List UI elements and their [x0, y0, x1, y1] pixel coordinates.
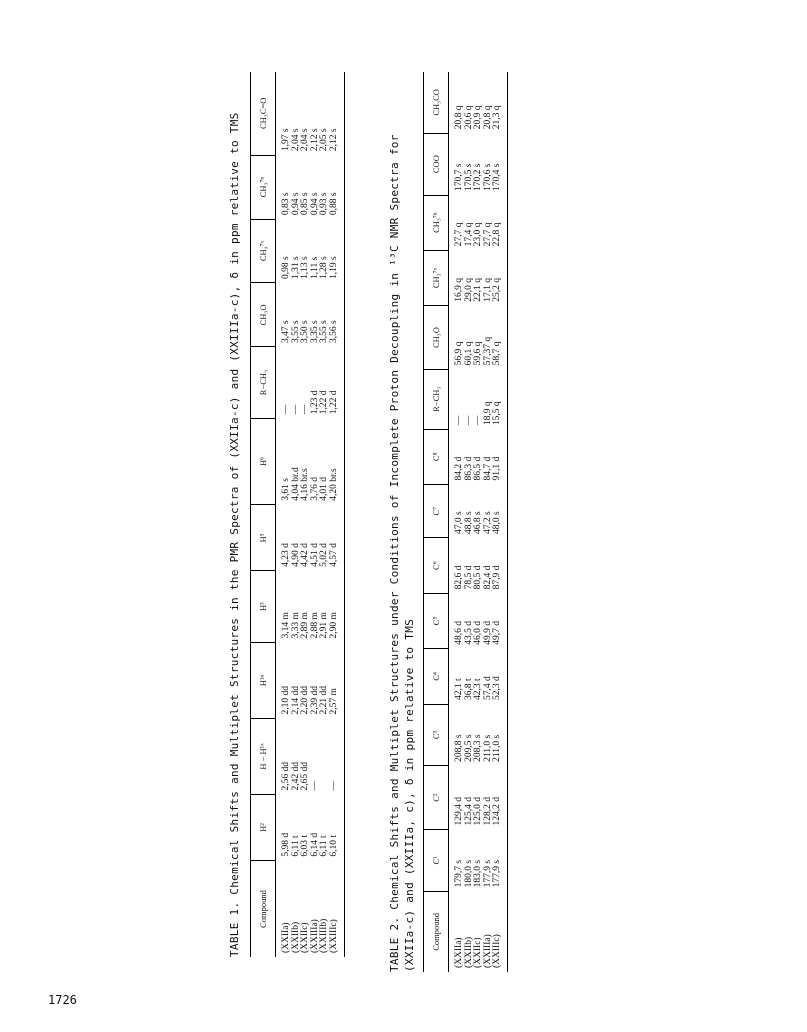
table-cell: 42,1 t — [454, 678, 464, 701]
table-cell: 5,02 d — [319, 543, 330, 567]
table-cell: 2,91 m — [319, 612, 330, 639]
table-cell: 23,0 q — [473, 222, 484, 247]
table-cell: — — [290, 404, 301, 415]
table-cell: 42,3 t — [473, 678, 484, 701]
table-cell: 170,7 s — [454, 163, 464, 192]
table-cell: 6,11 t — [290, 835, 301, 857]
table-cell: 22,8 q — [493, 195, 507, 250]
t2-header-r-ch3: R−CH₃ — [424, 369, 449, 429]
table2-body — [449, 72, 508, 972]
compound-cell: (XXIIb) — [290, 921, 301, 953]
table-cell: 2,56 dd — [281, 761, 291, 791]
t2-header-c2: C² — [424, 766, 449, 830]
table-cell: 2,88 m — [309, 612, 320, 639]
t2-header-compound: Compound — [424, 891, 449, 972]
table-cell: 2,05 s — [319, 128, 330, 152]
table-cell: 129,4 d — [454, 797, 464, 826]
t2-header-ch3-7n: CH₃⁷ⁿ — [424, 195, 449, 250]
page-number: 1726 — [48, 993, 77, 1007]
table-cell: 1,22 d — [319, 390, 330, 415]
table-cell: 48,8 s — [463, 511, 474, 534]
table-cell: 1,19 s — [330, 219, 344, 283]
table-cell: 47,2 s — [482, 511, 493, 534]
table-cell: 2,14 dd — [290, 685, 301, 715]
table-cell: — — [300, 404, 311, 415]
table-cell: 3,55 s — [290, 320, 301, 343]
table-cell: 2,04 s — [290, 128, 301, 152]
t1-header-ch3-7x: CH₃⁷ˣ — [251, 219, 276, 283]
table-cell: 91,1 d — [493, 429, 507, 484]
table-row — [493, 72, 507, 972]
table-cell: 6,14 d — [309, 832, 320, 857]
table-cell: 21,3 q — [493, 72, 507, 133]
table-cell: 170,5 s — [463, 163, 474, 192]
table-cell: 128,2 d — [482, 797, 493, 826]
table-cell: 0,94 s — [290, 192, 301, 216]
table-cell: 20,6 q — [463, 105, 474, 130]
table-cell: 59,6 q — [473, 341, 484, 366]
compound-cell: (XXIIa) — [281, 922, 291, 953]
table-cell: 27,7 q — [482, 222, 493, 247]
table-cell: — — [463, 415, 474, 426]
t1-header-h1n: H¹ⁿ — [251, 642, 276, 718]
table-cell: 170,2 s — [473, 163, 484, 192]
table-cell: 208,3 s — [473, 734, 484, 762]
table-cell: 22,1 q — [473, 278, 484, 302]
t2-header-c4: C⁴ — [424, 649, 449, 704]
table-cell: 49,9 d — [482, 620, 493, 645]
table-cell: 209,5 s — [463, 734, 474, 762]
table-cell: 4,90 d — [290, 543, 301, 567]
compound-cell: (XXIIa) — [454, 937, 464, 968]
table-cell: 2,20 dd — [300, 685, 311, 715]
t2-header-c3: C³ — [424, 704, 449, 766]
table-cell: 170,6 s — [482, 163, 493, 192]
t2-header-c7: C⁷ — [424, 484, 449, 538]
table-cell: 6,03 t — [300, 834, 311, 857]
table-row — [330, 72, 344, 957]
table-cell: 2,89 m — [300, 612, 311, 639]
table-cell: 1,97 s — [281, 128, 291, 152]
compound-cell: (XXIIb) — [463, 936, 474, 968]
table-cell: 2,65 dd — [300, 761, 311, 791]
table-cell: 1,13 s — [300, 256, 311, 279]
t2-header-coo: COO — [424, 133, 449, 195]
t2-header-c5: C⁵ — [424, 593, 449, 648]
table2-header-row — [424, 72, 449, 972]
table-cell: 0,98 s — [281, 256, 291, 279]
table-row — [449, 72, 465, 972]
table-cell: 2,39 dd — [309, 685, 320, 715]
table-cell: 4,23 d — [281, 543, 291, 567]
table-cell: 1,11 s — [309, 256, 320, 279]
table-cell: 2,12 s — [330, 72, 344, 155]
table-cell: 2,90 m — [330, 571, 344, 643]
table-cell: 211,0 s — [482, 734, 493, 762]
table-cell: 18,9 q — [482, 401, 493, 426]
table-cell: 211,0 s — [493, 704, 507, 766]
table-cell: 46,8 s — [473, 511, 484, 534]
table-cell: 179,7 s — [454, 859, 464, 888]
compound-cell: (XXIIIa) — [482, 934, 493, 968]
t1-header-ch3-7n: CH₃⁷ⁿ — [251, 155, 276, 219]
t2-header-c1: C¹ — [424, 830, 449, 892]
table-cell: 2,57 m — [330, 642, 344, 718]
table-cell: 17,1 q — [482, 278, 493, 302]
table-cell: 1,31 s — [290, 256, 301, 279]
table-cell: 3,56 s — [330, 283, 344, 347]
table-cell: 60,1 q — [463, 341, 474, 366]
compound-cell: (XXIIIc) — [330, 861, 344, 957]
table-cell: 20,8 q — [454, 105, 464, 130]
table-cell: 3,47 s — [281, 320, 291, 343]
t2-header-ch3co: CH₃CO — [424, 72, 449, 133]
table-cell: 170,4 s — [493, 133, 507, 195]
table-cell: 86,5 d — [473, 456, 484, 481]
compound-cell: (XXIIc) — [300, 922, 311, 953]
t1-header-r-ch3: R−CH₃ — [251, 347, 276, 418]
table-cell: 82,6 d — [454, 565, 464, 590]
table-cell: 4,01 d — [319, 476, 330, 501]
table-cell: 57,37 q — [482, 336, 493, 366]
t1-header-h2: H² — [251, 794, 276, 860]
table-cell: 4,42 d — [300, 543, 311, 567]
compound-cell: (XXIIc) — [473, 937, 484, 968]
table-cell: 20,8 q — [482, 105, 493, 130]
table-cell: 25,2 q — [493, 250, 507, 305]
table-cell: 180,0 s — [463, 859, 474, 888]
table-cell: 78,5 d — [463, 565, 474, 590]
t1-header-ch3co: CH₃C=O — [251, 72, 276, 155]
table-cell: 124,2 d — [493, 766, 507, 830]
table-cell: 56,9 q — [454, 341, 464, 366]
table-cell: 46,0 d — [473, 620, 484, 645]
t1-header-h5: H⁵ — [251, 505, 276, 571]
table-cell: 29,0 q — [463, 278, 474, 302]
table-cell: 183,0 s — [473, 859, 484, 888]
table-cell: 15,5 q — [493, 369, 507, 429]
t2-header-ch3-7x: CH₃⁷ˣ — [424, 250, 449, 305]
t2-header-c6: C⁶ — [424, 538, 449, 593]
table-cell: 208,8 s — [454, 734, 464, 762]
table-cell: 2,12 s — [309, 128, 320, 152]
table-cell: — — [330, 718, 344, 794]
table-cell: 3,35 s — [309, 320, 320, 343]
table-cell: 2,04 s — [300, 128, 311, 152]
table-cell: 4,20 br.s — [330, 418, 344, 504]
table-cell: 84,7 d — [482, 456, 493, 481]
table-cell: 80,5 d — [473, 565, 484, 590]
table-cell: 4,51 d — [309, 543, 320, 567]
table-cell: 57,4 d — [482, 676, 493, 701]
t1-header-h3: H³ — [251, 571, 276, 643]
table-cell: 48,6 d — [454, 620, 464, 645]
table-cell: 2,42 dd — [290, 761, 301, 791]
table-cell: 0,88 s — [330, 155, 344, 219]
table-cell: 58,7 q — [493, 306, 507, 370]
table-cell: 20,9 q — [473, 105, 484, 130]
table-cell: 3,14 m — [281, 612, 291, 639]
table-cell: 5,98 d — [281, 832, 291, 857]
table-cell: 6,11 t — [319, 835, 330, 857]
table-row — [276, 72, 292, 957]
table2 — [423, 72, 508, 972]
table-cell: 0,93 s — [319, 192, 330, 216]
t1-header-ch3o: CH₃O — [251, 283, 276, 347]
table-cell: 2,10 dd — [281, 685, 291, 715]
table-cell: 6,10 t — [330, 794, 344, 860]
table-cell: 36,8 t — [463, 678, 474, 701]
table-cell: 4,04 br.d — [290, 467, 301, 501]
table-cell: 49,7 d — [493, 593, 507, 648]
t1-header-compound: Compound — [251, 861, 276, 957]
table-cell: 0,83 s — [281, 192, 291, 216]
table-cell: 82,4 d — [482, 565, 493, 590]
table-cell: 3,61 s — [281, 478, 291, 501]
table-cell: 84,2 d — [454, 456, 464, 481]
table-cell: 3,55 s — [319, 320, 330, 343]
table-cell: 17,4 q — [463, 222, 474, 247]
table-cell: 177,9 s — [493, 830, 507, 892]
table1 — [250, 72, 345, 957]
table2-caption-line2: (XXIIa-c) and (XXIIIa, c), δ in ppm relative to TMS — [403, 618, 416, 972]
table-cell: 47,0 s — [454, 511, 464, 534]
table-cell: 48,0 s — [493, 484, 507, 538]
table-cell: 2,21 dd — [319, 685, 330, 715]
table-cell: — — [309, 780, 320, 791]
table-cell: 52,3 d — [493, 649, 507, 704]
t2-header-ch3o: CH₃O — [424, 306, 449, 370]
table-cell: — — [473, 415, 484, 426]
table-cell: 16,9 q — [454, 278, 464, 302]
table-cell: 87,9 d — [493, 538, 507, 593]
table-cell: — — [454, 415, 464, 426]
table-cell: — — [281, 404, 291, 415]
table-cell: 3,33 m — [290, 612, 301, 639]
table1-body — [276, 72, 345, 957]
table-cell: 4,16 br.s — [300, 468, 311, 501]
table2-caption-line1: TABLE 2. Chemical Shifts and Multiplet Structures under Conditions of Incomplete Proton Decoupling in ¹³C NMR Spectra for — [388, 134, 401, 972]
table-cell: 0,85 s — [300, 192, 311, 216]
table-cell: 4,57 d — [330, 505, 344, 571]
compound-cell: (XXIIIa) — [309, 919, 320, 953]
table-cell: 177,9 s — [482, 859, 493, 888]
table-cell: 43,5 d — [463, 620, 474, 645]
table-cell: 125,4 d — [463, 797, 474, 826]
table-cell: 3,76 d — [309, 476, 320, 501]
table-cell: 1,23 d — [309, 390, 320, 415]
table-cell: 125,0 d — [473, 797, 484, 826]
t1-header-h6: H⁶ — [251, 418, 276, 504]
compound-cell: (XXIIIc) — [493, 891, 507, 972]
table-cell: 0,94 s — [309, 192, 320, 216]
table-cell: 27,7 q — [454, 222, 464, 247]
table-cell: 3,50 s — [300, 320, 311, 343]
t2-header-c8: C⁸ — [424, 429, 449, 484]
table-cell: 86,3 d — [463, 456, 474, 481]
compound-cell: (XXIIIb) — [319, 918, 330, 953]
table-cell: 1,22 d — [330, 347, 344, 418]
table-cell: 1,28 s — [319, 256, 330, 279]
table1-caption: TABLE 1. Chemical Shifts and Multiplet Structures in the PMR Spectra of (XXIIa-c) and (XXIIIa-c), δ in ppm relative to TMS — [228, 112, 241, 957]
t1-header-h-h1x: H − H¹ˣ — [251, 718, 276, 794]
table1-header-row — [251, 72, 276, 957]
